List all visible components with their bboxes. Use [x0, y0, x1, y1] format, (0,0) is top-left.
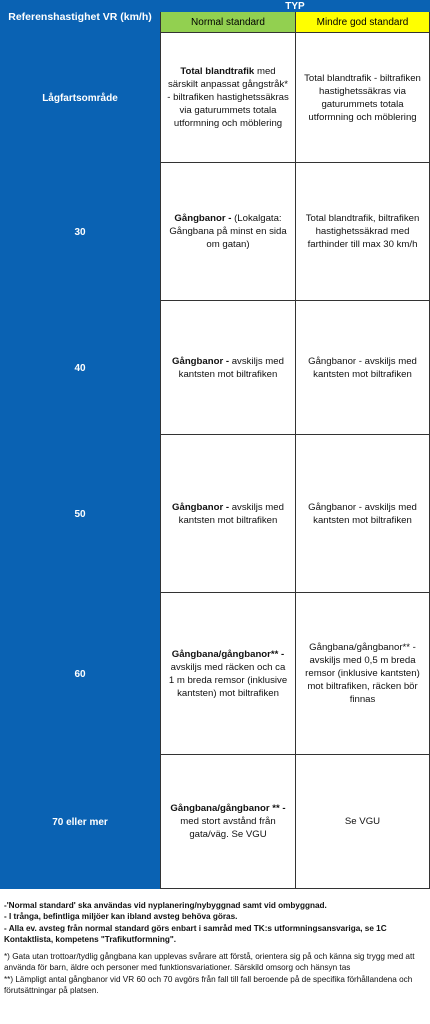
mindre-text: Total blandtrafik - biltrafiken hastighetssäkras via gaturummets totala utformning och möblering [304, 72, 421, 123]
normal-bold: Gångbanor - [172, 355, 230, 367]
vr-label: 60 [74, 668, 86, 680]
normal-cell [160, 301, 295, 435]
normal-cell [160, 435, 295, 593]
normal-bold: Gångbanor - [172, 501, 230, 513]
note-line: -'Normal standard' ska användas vid nyplanering/nybyggnad samt vid ombyggnad. [4, 901, 327, 910]
header-typ [160, 0, 430, 12]
vr-cell [0, 163, 160, 301]
mindre-cell [295, 755, 430, 889]
mindre-text: Total blandtrafik, biltrafiken hastighetssäkrad med farthinder till max 30 km/h [305, 213, 420, 250]
normal-cell [160, 163, 295, 301]
normal-bold: Total blandtrafik [180, 66, 255, 77]
mindre-text: Gångbana/gångbanor** - avskiljs med 0,5 m breda remsor (inklusive kantsten) mot biltrafiken, räcken bör finnas [305, 642, 420, 705]
mindre-cell [295, 435, 430, 593]
normal-text: (Lokalgata: Gångbana på minst en sida om gatan) [169, 213, 287, 250]
note-line: - Alla ev. avsteg från normal standard görs enbart i samråd med TK:s utformningsansvariga, se 1C Kontaktlista, kompetens "Trafikutformning". [4, 923, 387, 944]
mindre-cell [295, 163, 430, 301]
vr-label: Lågfartsområde [42, 92, 118, 104]
mindre-text: Gångbanor - avskiljs med kantsten mot biltrafiken [308, 355, 417, 380]
footnote: *) Gata utan trottoar/tydlig gångbana kan upplevas svårare att förstå, orientera sig på och känna sig trygg med att använda för barn, äldre och personer med funktionsvariationer. Särskild omsorg och hänsyn tas [4, 952, 415, 973]
mindre-text: Se VGU [344, 816, 381, 827]
vr-label: 30 [74, 226, 86, 238]
normal-cell [160, 33, 295, 163]
mindre-text: Gångbanor - avskiljs med kantsten mot biltrafiken [308, 501, 417, 526]
normal-bold: Gångbanor - [174, 213, 232, 224]
vr-cell [0, 33, 160, 163]
footnote: **) Lämpligt antal gångbanor vid VR 60 och 70 avgörs från fall till fall beroende på de specifika förhållandena och förutsättningar på platsen. [4, 974, 413, 996]
vr-cell [0, 593, 160, 755]
normal-bold: Gångbana/gångbanor** - [171, 648, 285, 660]
mindre-cell [295, 593, 430, 755]
note-line: - I trånga, befintliga miljöer kan ibland avsteg behöva göras. [4, 912, 238, 922]
normal-text: med särskilt anpassat gångstråk* - biltrafiken hastighetssäkras via gaturummets totala utformning och möblering [167, 66, 289, 129]
header-mindre-god-standard [295, 12, 430, 33]
normal-text: avskiljs med kantsten mot biltrafiken [178, 355, 284, 380]
normal-bold: Gångbana/gångbanor ** - [170, 803, 286, 814]
header-typ-label: TYP [285, 0, 305, 12]
vr-cell [0, 301, 160, 435]
mindre-cell [295, 33, 430, 163]
vr-label: 50 [74, 508, 86, 520]
normal-text: avskiljs med räcken och ca 1 m breda remsor (inklusive kantsten) mot biltrafiken [168, 661, 288, 699]
vr-cell [0, 755, 160, 889]
vr-cell [0, 435, 160, 593]
normal-cell [160, 755, 295, 889]
notes [4, 900, 428, 996]
header-vr-label: Referenshastighet VR (km/h) [8, 10, 152, 23]
vr-label: 70 eller mer [52, 816, 108, 828]
normal-cell [160, 593, 295, 755]
vr-label: 40 [74, 362, 86, 374]
header-normal-label: Normal standard [191, 16, 265, 28]
normal-text: avskiljs med kantsten mot biltrafiken [178, 501, 284, 526]
mindre-cell [295, 301, 430, 435]
normal-text: med stort avstånd från gata/väg. Se VGU [180, 816, 276, 840]
header-vr [0, 0, 160, 33]
header-mindre-label: Mindre god standard [316, 16, 409, 28]
header-normal-standard [160, 12, 295, 33]
